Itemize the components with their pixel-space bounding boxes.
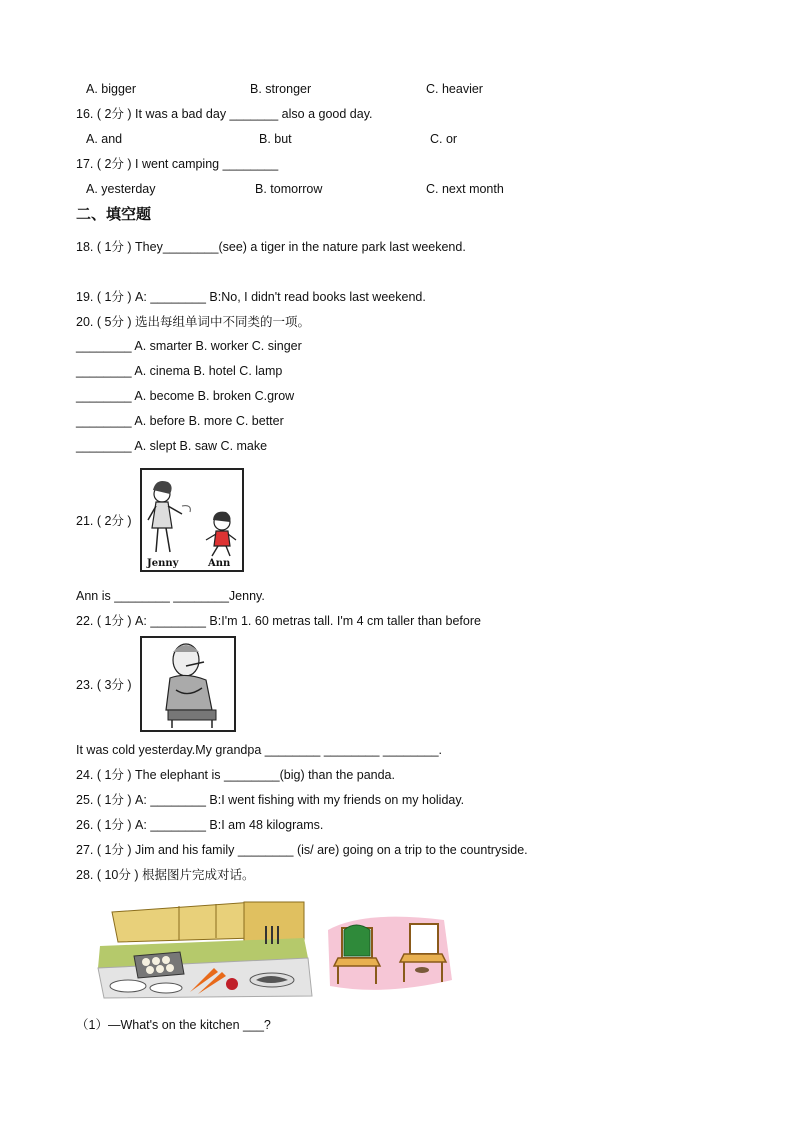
q20-row-2: ________ A. cinema B. hotel C. lamp bbox=[76, 364, 283, 378]
girls-illustration bbox=[142, 470, 242, 570]
q27-question: 27. ( 1分 ) Jim and his family ________ (is/ are) going on a trip to the countryside. bbox=[76, 843, 528, 857]
q24-question: 24. ( 1分 ) The elephant is ________(big) than the panda. bbox=[76, 768, 395, 782]
section-title: 二、填空题 bbox=[76, 205, 152, 223]
q20-row-3: ________ A. become B. broken C.grow bbox=[76, 389, 295, 403]
q26-question: 26. ( 1分 ) A: ________ B:I am 48 kilograms. bbox=[76, 818, 324, 832]
q20-row-1: ________ A. smarter B. worker C. singer bbox=[76, 339, 302, 353]
q22-question: 22. ( 1分 ) A: ________ B:I'm 1. 60 metras tall. I'm 4 cm taller than before bbox=[76, 614, 481, 628]
chairs-illustration bbox=[324, 910, 454, 996]
q16-question: 16. ( 2分 ) It was a bad day _______ also a good day. bbox=[76, 107, 373, 121]
q16-option-c: C. or bbox=[430, 132, 458, 146]
q23-picture bbox=[140, 636, 236, 732]
caption-jenny: Jenny bbox=[147, 558, 179, 569]
q17-option-a: A. yesterday bbox=[86, 182, 156, 196]
q23-label: 23. ( 3分 ) bbox=[76, 678, 132, 692]
q17-option-b: B. tomorrow bbox=[255, 182, 323, 196]
q19-question: 19. ( 1分 ) A: ________ B:No, I didn't read books last weekend. bbox=[76, 290, 426, 304]
caption-ann: Ann bbox=[208, 558, 231, 569]
chairs-picture bbox=[324, 910, 454, 999]
sick-grandpa-illustration bbox=[142, 638, 234, 730]
q16-option-b: B. but bbox=[259, 132, 292, 146]
q21-answer: Ann is ________ ________Jenny. bbox=[76, 589, 265, 603]
q17-question: 17. ( 2分 ) I went camping ________ bbox=[76, 157, 279, 171]
q15-option-a: A. bigger bbox=[86, 82, 137, 96]
q23-answer: It was cold yesterday.My grandpa ________ ________ ________. bbox=[76, 743, 443, 757]
q16-option-a: A. and bbox=[86, 132, 123, 146]
q21-picture bbox=[140, 468, 244, 572]
q15-option-b: B. stronger bbox=[250, 82, 312, 96]
q20-row-5: ________ A. slept B. saw C. make bbox=[76, 439, 268, 453]
kitchen-picture bbox=[94, 898, 316, 1005]
q28-sub-question-1: （1）—What's on the kitchen ___? bbox=[76, 1018, 271, 1032]
q21-label: 21. ( 2分 ) bbox=[76, 514, 132, 528]
q28-question: 28. ( 10分 ) 根据图片完成对话。 bbox=[76, 868, 255, 882]
q17-option-c: C. next month bbox=[426, 182, 504, 196]
q20-question: 20. ( 5分 ) 选出每组单词中不同类的一项。 bbox=[76, 315, 311, 329]
kitchen-illustration bbox=[94, 898, 316, 1002]
q25-question: 25. ( 1分 ) A: ________ B:I went fishing with my friends on my holiday. bbox=[76, 793, 465, 807]
q18-question: 18. ( 1分 ) They________(see) a tiger in the nature park last weekend. bbox=[76, 240, 466, 254]
q15-option-c: C. heavier bbox=[426, 82, 483, 96]
q20-row-4: ________ A. before B. more C. better bbox=[76, 414, 284, 428]
